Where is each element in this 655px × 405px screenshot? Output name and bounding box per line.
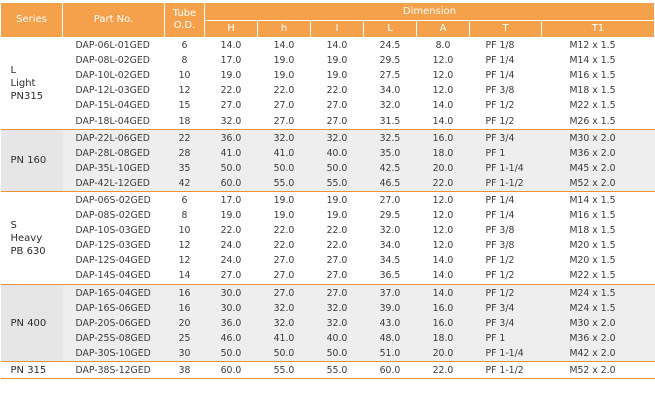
thread-T1-cell: M22 x 1.5 — [569, 270, 616, 282]
thread-T1-cell: M18 x 1.5 — [569, 85, 616, 97]
dim-L-cell: 27.5 — [379, 70, 401, 82]
tube-od-cell: 10 — [178, 225, 191, 237]
thread-T1-cell: M18 x 1.5 — [569, 225, 616, 237]
dim-A-cell: 12.0 — [432, 240, 454, 252]
part-no-cell: DAP-12L-03GED — [75, 85, 150, 97]
part-no-cell: DAP-10S-03GED — [75, 225, 151, 237]
table-row — [1, 68, 655, 83]
thread-T1-cell: M45 x 2.0 — [542, 161, 655, 176]
part-no-cell: DAP-28L-08GED — [63, 146, 165, 161]
part-no-cell: DAP-38S-12GED — [75, 365, 151, 377]
table-row — [1, 129, 655, 146]
thread-T-cell: PF 1/2 — [485, 270, 515, 282]
dim-I-cell: 19.0 — [326, 55, 348, 67]
part-no-cell: DAP-22L-06GED — [63, 129, 165, 146]
thread-T-cell: PF 1-1/4 — [470, 346, 542, 362]
table-row — [1, 113, 655, 129]
dim-h-cell: 22.0 — [273, 240, 295, 252]
part-no-cell: DAP-16S-06GED — [63, 301, 165, 316]
dim-h-cell: 19.0 — [273, 210, 295, 222]
tube-od-cell: 8 — [181, 55, 188, 67]
dim-I-cell: 55.0 — [326, 365, 348, 377]
part-no-cell: DAP-14S-04GED — [75, 270, 151, 282]
dim-h-cell: 55.0 — [273, 365, 295, 377]
tube-od-cell: 25 — [165, 331, 205, 346]
dim-L-cell: 29.5 — [379, 55, 401, 67]
series-cell: S Heavy PB 630 — [10, 219, 46, 257]
dim-H-cell: 36.0 — [205, 316, 258, 331]
part-no-cell: DAP-12S-04GED — [75, 255, 151, 267]
thread-T1-cell: M16 x 1.5 — [569, 210, 616, 222]
dim-A-cell: 20.0 — [417, 346, 470, 362]
dim-I-cell: 32.0 — [311, 301, 364, 316]
dim-L-cell: 36.5 — [379, 270, 401, 282]
dim-H-cell: 36.0 — [205, 129, 258, 146]
tube-od-cell: 22 — [165, 129, 205, 146]
tube-od-cell: 35 — [165, 161, 205, 176]
table-row — [1, 83, 655, 98]
thread-T-cell: PF 1/2 — [485, 100, 515, 112]
table-row — [1, 268, 655, 284]
dim-h-cell: 14.0 — [273, 40, 295, 52]
part-no-cell: DAP-25S-08GED — [63, 331, 165, 346]
table-row — [1, 161, 655, 176]
thread-T-cell: PF 1-1/2 — [485, 365, 524, 377]
dim-h-cell: 19.0 — [273, 55, 295, 67]
part-no-cell: DAP-20S-06GED — [63, 316, 165, 331]
dim-L-cell: 43.0 — [364, 316, 417, 331]
thread-T1-cell: M30 x 2.0 — [542, 129, 655, 146]
dim-A-cell: 20.0 — [417, 161, 470, 176]
dim-L-cell: 27.0 — [379, 194, 401, 206]
thread-T1-cell: M42 x 2.0 — [542, 346, 655, 362]
thread-T-cell: PF 3/8 — [485, 240, 515, 252]
dim-H-cell: 17.0 — [220, 55, 242, 67]
part-no-cell: DAP-08L-02GED — [75, 55, 150, 67]
series-cell: PN 160 — [1, 129, 63, 191]
dim-I-cell: 19.0 — [326, 70, 348, 82]
dim-I-cell: 14.0 — [326, 40, 348, 52]
table-row — [1, 361, 655, 378]
table-row — [1, 146, 655, 161]
dim-A-cell: 14.0 — [417, 284, 470, 301]
tube-od-cell: 16 — [165, 284, 205, 301]
dim-I-cell: 27.0 — [326, 100, 348, 112]
dim-H-cell: 27.0 — [220, 270, 242, 282]
part-no-cell: DAP-30S-10GED — [63, 346, 165, 362]
dim-L-cell: 48.0 — [364, 331, 417, 346]
tube-od-cell: 15 — [178, 100, 191, 112]
thread-T-cell: PF 1/4 — [485, 194, 515, 206]
dim-H-cell: 60.0 — [220, 365, 242, 377]
dim-A-cell: 12.0 — [432, 210, 454, 222]
dim-h-cell: 50.0 — [258, 346, 311, 362]
table-header — [1, 3, 655, 37]
thread-T-cell: PF 1-1/4 — [470, 161, 542, 176]
dim-A-cell: 14.0 — [432, 270, 454, 282]
dim-h-cell: 27.0 — [273, 270, 295, 282]
dim-L-cell: 34.5 — [379, 255, 401, 267]
thread-T-cell: PF 1/2 — [470, 284, 542, 301]
col-I-header: I — [311, 21, 364, 38]
tube-od-label: Tube O.D. — [172, 8, 197, 31]
part-no-cell: DAP-35L-10GED — [63, 161, 165, 176]
dim-A-cell: 18.0 — [417, 146, 470, 161]
dim-A-cell: 12.0 — [432, 70, 454, 82]
tube-od-cell: 30 — [165, 346, 205, 362]
dim-L-cell: 32.0 — [379, 225, 401, 237]
thread-T-cell: PF 3/8 — [485, 225, 515, 237]
tube-od-cell: 10 — [178, 70, 191, 82]
dim-H-cell: 46.0 — [205, 331, 258, 346]
thread-T1-cell: M12 x 1.5 — [569, 40, 616, 52]
table-row — [1, 98, 655, 113]
dim-H-cell: 19.0 — [220, 70, 242, 82]
dim-I-cell: 40.0 — [311, 331, 364, 346]
dim-A-cell: 12.0 — [432, 55, 454, 67]
col-H-header: H — [205, 21, 258, 38]
tube-od-cell: 16 — [165, 301, 205, 316]
dim-L-cell: 34.0 — [379, 85, 401, 97]
dim-h-cell: 19.0 — [273, 194, 295, 206]
table-row — [1, 238, 655, 253]
dim-I-cell: 50.0 — [311, 161, 364, 176]
table-row — [1, 37, 655, 53]
dim-I-cell: 55.0 — [311, 176, 364, 192]
tube-od-cell: 38 — [178, 365, 191, 377]
tube-od-cell: 18 — [178, 115, 191, 127]
dim-L-cell: 35.0 — [364, 146, 417, 161]
thread-T1-cell: M26 x 1.5 — [569, 115, 616, 127]
dim-h-cell: 27.0 — [258, 284, 311, 301]
dim-L-cell: 42.5 — [364, 161, 417, 176]
dim-h-cell: 32.0 — [258, 316, 311, 331]
dim-h-cell: 55.0 — [258, 176, 311, 192]
dim-h-cell: 19.0 — [273, 70, 295, 82]
table-row — [1, 331, 655, 346]
thread-T-cell: PF 1 — [470, 331, 542, 346]
col-T-header: T — [470, 21, 542, 38]
dim-A-cell: 22.0 — [417, 176, 470, 192]
dim-H-cell: 19.0 — [220, 210, 242, 222]
dim-h-cell: 41.0 — [258, 331, 311, 346]
thread-T1-cell: M20 x 1.5 — [569, 255, 616, 267]
tube-od-cell: 12 — [178, 255, 191, 267]
table-row — [1, 208, 655, 223]
dim-H-cell: 22.0 — [220, 225, 242, 237]
dim-I-cell: 50.0 — [311, 346, 364, 362]
dim-L-cell: 60.0 — [379, 365, 401, 377]
thread-T-cell: PF 3/4 — [470, 129, 542, 146]
dim-H-cell: 24.0 — [220, 255, 242, 267]
col-A-header: A — [417, 21, 470, 38]
thread-T-cell: PF 3/4 — [470, 301, 542, 316]
part-no-header: Part No. — [63, 3, 165, 37]
part-no-cell: DAP-16S-04GED — [63, 284, 165, 301]
dim-A-cell: 8.0 — [435, 40, 451, 52]
part-no-cell: DAP-18L-04GED — [75, 115, 150, 127]
dim-H-cell: 60.0 — [205, 176, 258, 192]
table-row — [1, 191, 655, 208]
dim-L-cell: 39.0 — [364, 301, 417, 316]
tube-od-cell: 20 — [165, 316, 205, 331]
table-row — [1, 284, 655, 301]
dim-L-cell: 37.0 — [364, 284, 417, 301]
dimension-header: Dimension — [205, 3, 655, 21]
dim-L-cell: 51.0 — [364, 346, 417, 362]
thread-T-cell: PF 1/2 — [485, 115, 515, 127]
thread-T1-cell: M14 x 1.5 — [569, 55, 616, 67]
thread-T-cell: PF 1/4 — [485, 55, 515, 67]
dim-A-cell: 16.0 — [417, 301, 470, 316]
series-cell: L Light PN315 — [10, 64, 44, 102]
dim-H-cell: 41.0 — [205, 146, 258, 161]
series-cell: PN 315 — [10, 365, 47, 377]
dim-A-cell: 22.0 — [432, 365, 454, 377]
tube-od-cell: 14 — [178, 270, 191, 282]
dim-L-cell: 46.5 — [364, 176, 417, 192]
thread-T1-cell: M52 x 2.0 — [542, 176, 655, 192]
dim-L-cell: 31.5 — [379, 115, 401, 127]
thread-T1-cell: M22 x 1.5 — [569, 100, 616, 112]
thread-T1-cell: M24 x 1.5 — [542, 284, 655, 301]
series-group — [1, 361, 655, 378]
dim-H-cell: 50.0 — [205, 161, 258, 176]
part-no-cell: DAP-42L-12GED — [63, 176, 165, 192]
dim-H-cell: 22.0 — [220, 85, 242, 97]
thread-T1-cell: M20 x 1.5 — [569, 240, 616, 252]
dim-h-cell: 50.0 — [258, 161, 311, 176]
col-T1-header: T1 — [542, 21, 655, 38]
dim-A-cell: 14.0 — [432, 255, 454, 267]
series-cell: PN 400 — [1, 284, 63, 361]
dim-I-cell: 19.0 — [326, 210, 348, 222]
dim-H-cell: 27.0 — [220, 100, 242, 112]
tube-od-cell: 6 — [181, 194, 188, 206]
dim-A-cell: 12.0 — [432, 85, 454, 97]
dim-L-cell: 32.0 — [379, 100, 401, 112]
tube-od-cell: 12 — [178, 85, 191, 97]
dim-h-cell: 32.0 — [258, 301, 311, 316]
dim-A-cell: 12.0 — [432, 225, 454, 237]
dim-L-cell: 29.5 — [379, 210, 401, 222]
tube-od-header — [165, 3, 205, 37]
table-row — [1, 53, 655, 68]
dim-A-cell: 14.0 — [432, 100, 454, 112]
thread-T1-cell: M24 x 1.5 — [542, 301, 655, 316]
part-no-cell: DAP-06S-02GED — [75, 194, 151, 206]
dim-I-cell: 40.0 — [311, 146, 364, 161]
table-row — [1, 223, 655, 238]
part-no-cell: DAP-15L-04GED — [75, 100, 150, 112]
part-no-cell: DAP-10L-02GED — [75, 70, 150, 82]
dim-h-cell: 27.0 — [273, 255, 295, 267]
dim-I-cell: 22.0 — [326, 240, 348, 252]
dim-H-cell: 14.0 — [220, 40, 242, 52]
dim-L-cell: 24.5 — [379, 40, 401, 52]
dim-I-cell: 27.0 — [326, 115, 348, 127]
dim-I-cell: 22.0 — [326, 225, 348, 237]
series-header: Series — [1, 3, 63, 37]
dim-A-cell: 12.0 — [432, 194, 454, 206]
dim-A-cell: 16.0 — [417, 316, 470, 331]
col-h-header: h — [258, 21, 311, 38]
table-row — [1, 346, 655, 362]
dim-I-cell: 27.0 — [326, 255, 348, 267]
dimension-table — [0, 3, 655, 379]
dim-A-cell: 14.0 — [432, 115, 454, 127]
dim-H-cell: 30.0 — [205, 301, 258, 316]
tube-od-cell: 6 — [181, 40, 188, 52]
thread-T-cell: PF 1/8 — [485, 40, 515, 52]
table-row — [1, 176, 655, 192]
thread-T1-cell: M52 x 2.0 — [569, 365, 616, 377]
part-no-cell: DAP-08S-02GED — [75, 210, 151, 222]
dim-h-cell: 22.0 — [273, 225, 295, 237]
dim-H-cell: 17.0 — [220, 194, 242, 206]
series-group — [1, 191, 655, 284]
dim-I-cell: 22.0 — [326, 85, 348, 97]
dim-H-cell: 24.0 — [220, 240, 242, 252]
series-group — [1, 129, 655, 191]
thread-T-cell: PF 3/4 — [470, 316, 542, 331]
dim-H-cell: 32.0 — [220, 115, 242, 127]
thread-T1-cell: M36 x 2.0 — [542, 146, 655, 161]
thread-T-cell: PF 1/4 — [485, 70, 515, 82]
table-row — [1, 253, 655, 268]
dim-H-cell: 50.0 — [205, 346, 258, 362]
dim-I-cell: 19.0 — [326, 194, 348, 206]
dim-h-cell: 27.0 — [273, 100, 295, 112]
dim-H-cell: 30.0 — [205, 284, 258, 301]
series-group — [1, 37, 655, 129]
series-group — [1, 284, 655, 361]
thread-T1-cell: M14 x 1.5 — [569, 194, 616, 206]
dim-L-cell: 34.0 — [379, 240, 401, 252]
tube-od-cell: 12 — [178, 240, 191, 252]
thread-T-cell: PF 3/8 — [485, 85, 515, 97]
table-row — [1, 316, 655, 331]
dim-h-cell: 32.0 — [258, 129, 311, 146]
col-L-header: L — [364, 21, 417, 38]
thread-T-cell: PF 1/4 — [485, 210, 515, 222]
thread-T-cell: PF 1/2 — [485, 255, 515, 267]
tube-od-cell: 8 — [181, 210, 188, 222]
dim-A-cell: 16.0 — [417, 129, 470, 146]
dim-A-cell: 18.0 — [417, 331, 470, 346]
dim-L-cell: 32.5 — [364, 129, 417, 146]
tube-od-cell: 42 — [165, 176, 205, 192]
dim-I-cell: 27.0 — [311, 284, 364, 301]
part-no-cell: DAP-06L-01GED — [75, 40, 150, 52]
thread-T-cell: PF 1-1/2 — [470, 176, 542, 192]
dim-h-cell: 41.0 — [258, 146, 311, 161]
tube-od-cell: 28 — [165, 146, 205, 161]
thread-T-cell: PF 1 — [470, 146, 542, 161]
thread-T1-cell: M36 x 2.0 — [542, 331, 655, 346]
dim-I-cell: 32.0 — [311, 316, 364, 331]
dim-I-cell: 32.0 — [311, 129, 364, 146]
dim-h-cell: 27.0 — [273, 115, 295, 127]
dim-h-cell: 22.0 — [273, 85, 295, 97]
table-row — [1, 301, 655, 316]
part-no-cell: DAP-12S-03GED — [75, 240, 151, 252]
dim-I-cell: 27.0 — [326, 270, 348, 282]
thread-T1-cell: M30 x 2.0 — [542, 316, 655, 331]
thread-T1-cell: M16 x 1.5 — [569, 70, 616, 82]
